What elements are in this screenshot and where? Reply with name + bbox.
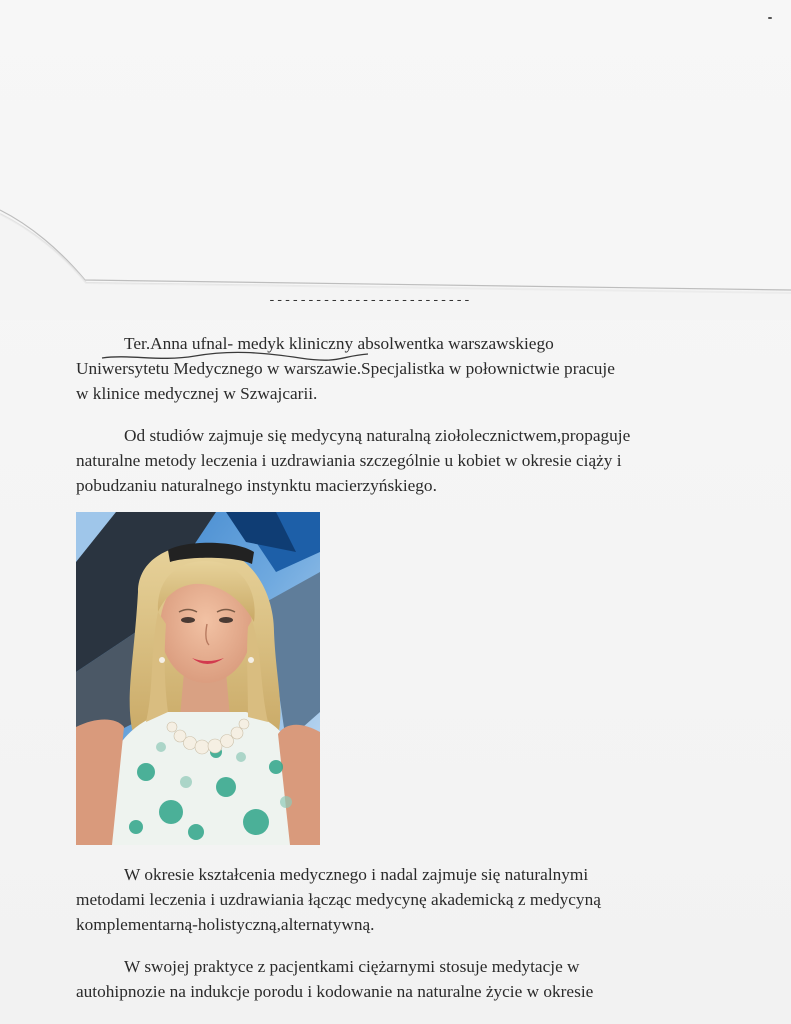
text-line: Od studiów zajmuje się medycyną naturalną ziołolecznictwem,propaguje [124,426,631,445]
text-line: metodami leczenia i uzdrawiania łącząc medycynę akademicką z medycyną [76,890,601,909]
separator-line: -------------------------- [268,293,471,308]
paragraph-education [76,862,716,937]
text-line: Uniwersytetu Medycznego w warszawie.Specjalistka w połownictwie pracuje [76,359,615,378]
text-line: W okresie kształcenia medycznego i nadal zajmuje się naturalnymi [124,865,589,884]
text-line: W swojej praktyce z pacjentkami ciężarnymi stosuje medytacje w [124,957,580,976]
portrait-illustration [76,512,320,845]
text-line: pobudzaniu naturalnego instynktu macierzyńskiego. [76,476,437,495]
text-line: Ter.Anna ufnal- medyk kliniczny absolwentka warszawskiego [124,334,554,353]
scan-speck [768,17,772,19]
text-line: autohipnozie na indukcje porodu i kodowanie na naturalne życie w okresie [76,982,594,1001]
paragraph-studies [76,423,716,498]
text-line: naturalne metody leczenia i uzdrawiania szczególnie u kobiet w okresie ciąży i [76,451,622,470]
portrait-photo [76,512,320,845]
text-line: komplementarną-holistyczną,alternatywną. [76,915,375,934]
paragraph-practice [76,954,716,1004]
text-line: w klinice medycznej w Szwajcarii. [76,384,318,403]
paper-fold-crease [0,0,791,320]
paragraph-intro [76,331,716,406]
